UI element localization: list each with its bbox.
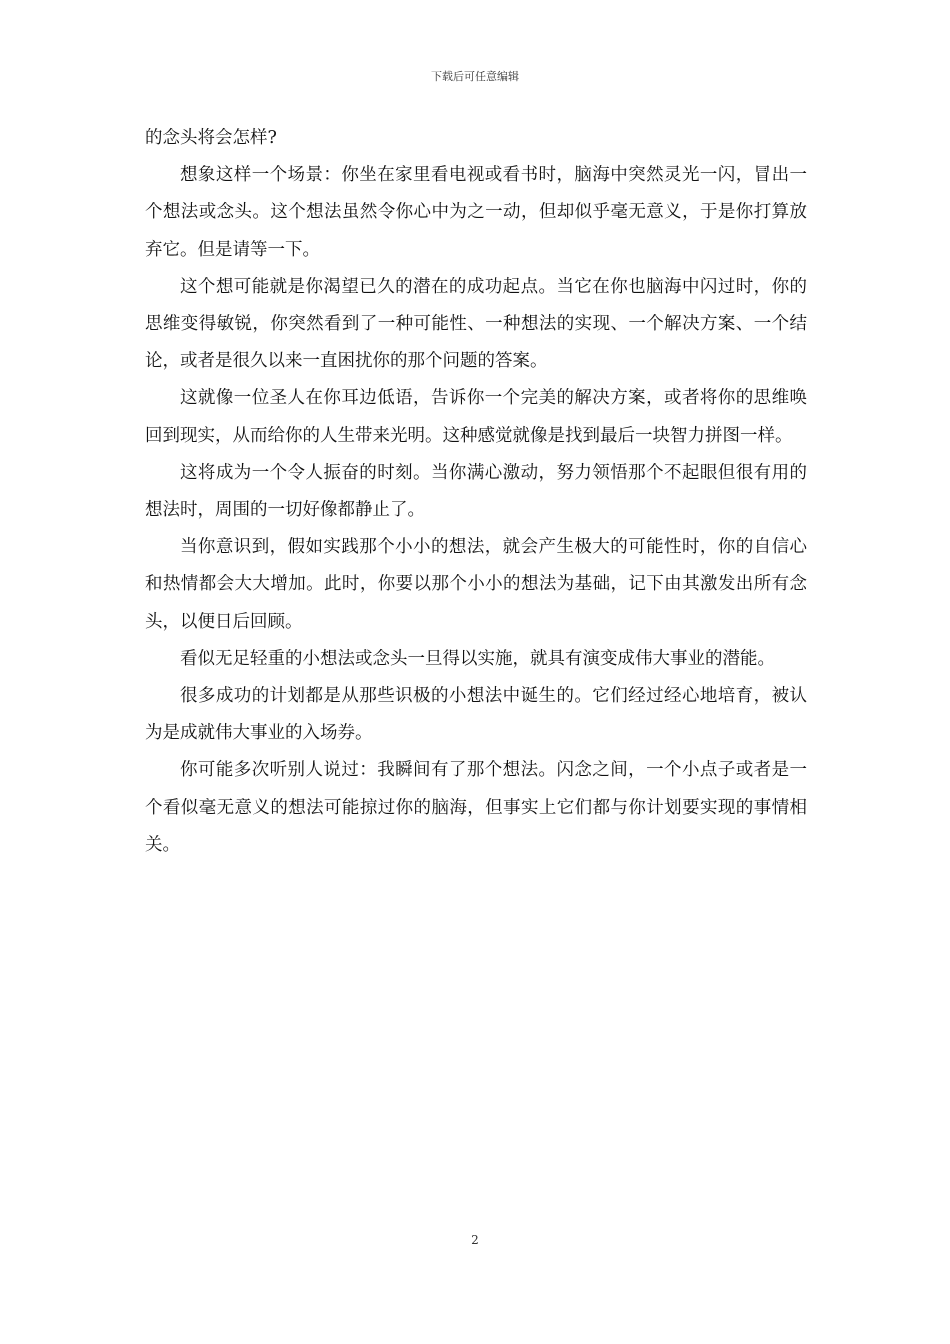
page-number: 2 [471, 1233, 479, 1247]
paragraph: 这就像一位圣人在你耳边低语，告诉你一个完美的解决方案，或者将你的思维唤回到现实，从而给你的人生带来光明。这种感觉就像是找到最后一块智力拼图一样。 [145, 388, 807, 446]
paragraph: 这个想可能就是你渴望已久的潜在的成功起点。当它在你也脑海中闪过时，你的思维变得敏锐，你突然看到了一种可能性、一种想法的实现、一个解决方案、一个结论，或者是很久以来一直困扰你的那个问题的答案。 [145, 276, 807, 372]
paragraph: 看似无足轻重的小想法或念头一旦得以实施，就具有演变成伟大事业的潜能。 [180, 648, 775, 669]
paragraph: 这将成为一个令人振奋的时刻。当你满心激动，努力领悟那个不起眼但很有用的想法时，周围的一切好像都静止了。 [145, 462, 807, 521]
paragraph-continued: 的念头将会怎样? [145, 128, 277, 148]
page-header: 下载后可任意编辑 [431, 70, 519, 83]
document-body [145, 120, 807, 864]
paragraph: 你可能多次听别人说过：我瞬间有了那个想法。闪念之间，一个小点子或者是一个看似毫无意义的想法可能掠过你的脑海，但事实上它们都与你计划要实现的事情相关。 [145, 760, 807, 855]
paragraph: 当你意识到，假如实践那个小小的想法，就会产生极大的可能性时，你的自信心和热情都会大大增加。此时，你要以那个小小的想法为基础，记下由其激发出所有念头，以便日后回顾。 [145, 537, 807, 632]
paragraph: 很多成功的计划都是从那些识极的小想法中诞生的。它们经过经心地培育，被认为是成就伟大事业的入场券。 [145, 686, 807, 744]
paragraph: 想象这样一个场景：你坐在家里看电视或看书时，脑海中突然灵光一闪，冒出一个想法或念头。这个想法虽然令你心中为之一动，但却似乎毫无意义，于是你打算放弃它。但是请等一下。 [145, 165, 807, 260]
